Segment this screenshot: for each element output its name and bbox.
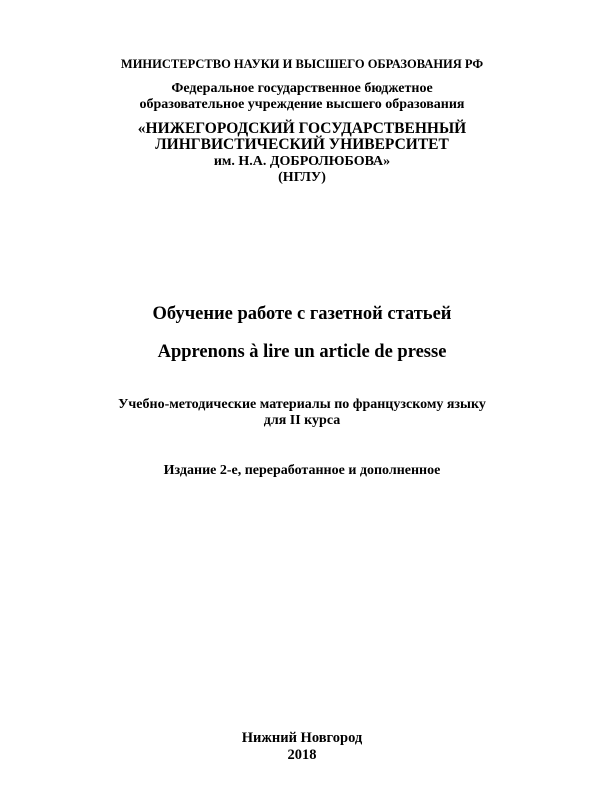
publication-year: 2018 [287,747,317,763]
title-russian: Обучение работе с газетной статьей [152,304,452,324]
publication-city: Нижний Новгород [241,730,363,746]
university-abbreviation: (НГЛУ) [278,170,326,185]
institution-type-line-1: Федеральное государственное бюджетное [171,81,433,96]
institution-type-line-2: образовательное учреждение высшего образования [139,97,465,112]
title-french: Apprenons à lire un article de presse [157,342,447,362]
ministry-heading: МИНИСТЕРСТВО НАУКИ И ВЫСШЕГО ОБРАЗОВАНИЯ РФ [120,57,484,71]
description-line-2: для II курса [263,413,341,428]
edition-note: Издание 2-е, переработанное и дополненное [163,463,441,478]
university-name-line-1: «НИЖЕГОРОДСКИЙ ГОСУДАРСТВЕННЫЙ [137,120,467,137]
description-line-1: Учебно-методические материалы по французскому языку [118,397,486,412]
university-name-line-3: им. Н.А. ДОБРОЛЮБОВА» [213,154,391,169]
university-name-line-2: ЛИНГВИСТИЧЕСКИЙ УНИВЕРСИТЕТ [155,136,449,153]
